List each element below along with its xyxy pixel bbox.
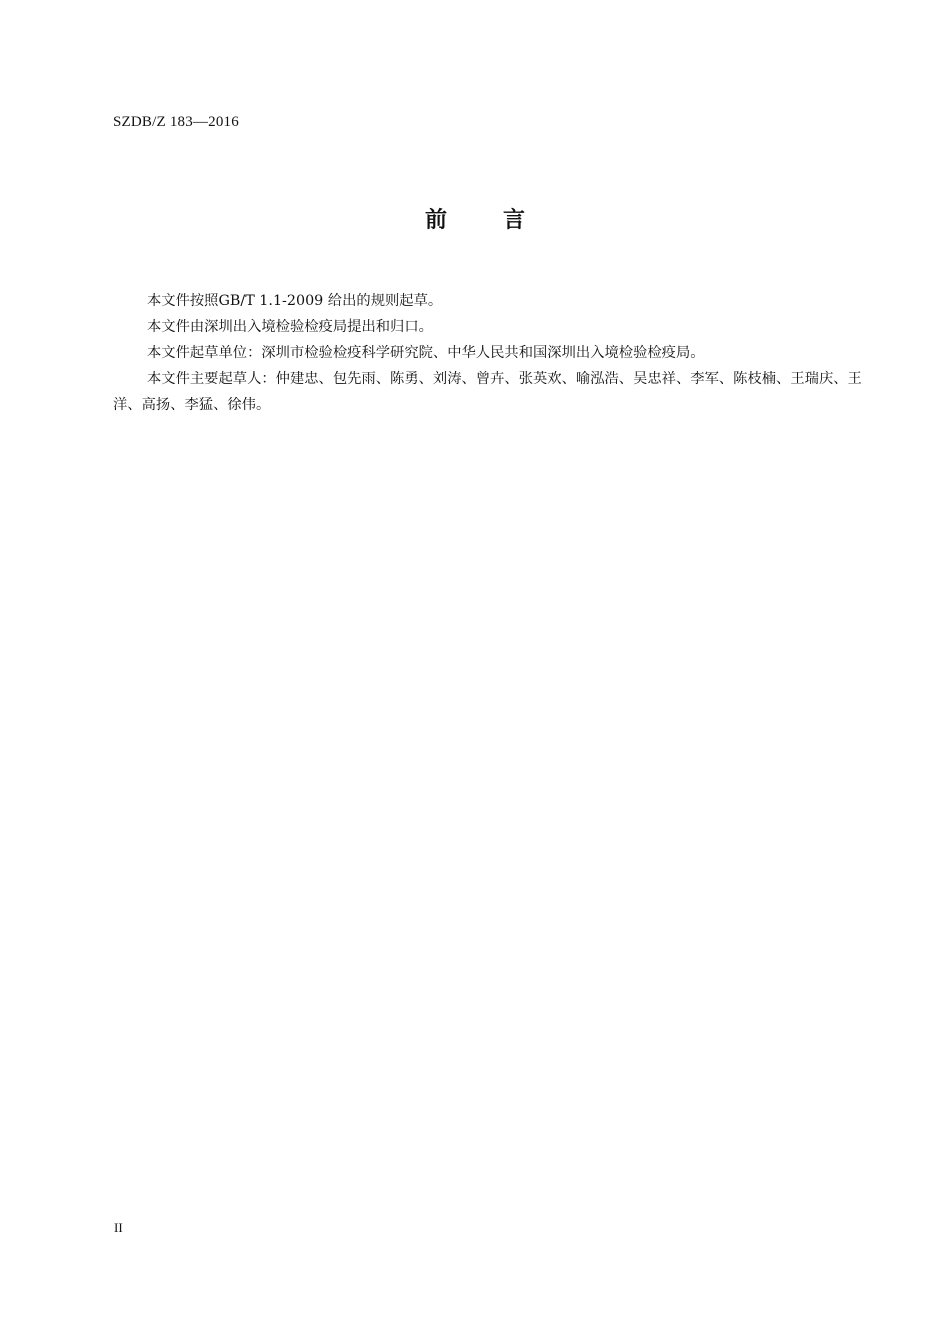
paragraph-drafting-rules: 本文件按照GB/T 1.1-2009 给出的规则起草。 xyxy=(147,293,443,309)
page-title xyxy=(0,203,950,234)
paragraph-proposer: 本文件由深圳出入境检验检疫局提出和归口。 xyxy=(147,319,433,335)
title-char-2: 言 xyxy=(503,208,526,233)
title-char-1: 前 xyxy=(424,208,447,233)
page-number: II xyxy=(114,1220,123,1235)
foreword-body xyxy=(113,288,863,418)
document-code: SZDB/Z 183—2016 xyxy=(113,114,239,130)
paragraph-drafting-units: 本文件起草单位：深圳市检验检疫科学研究院、中华人民共和国深圳出入境检验检疫局。 xyxy=(147,345,705,361)
paragraph-drafters: 本文件主要起草人：仲建忠、包先雨、陈勇、刘涛、曾卉、张英欢、喻泓浩、吴忠祥、李军、陈枝楠、王瑞庆、王洋、高扬、李猛、徐伟。 xyxy=(113,371,862,413)
